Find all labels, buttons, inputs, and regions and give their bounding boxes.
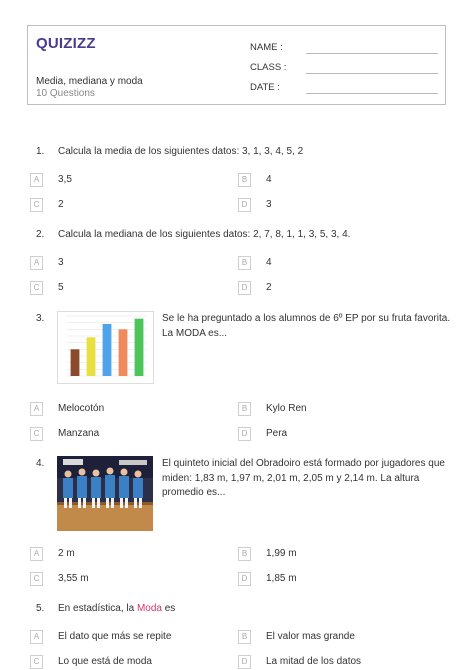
- question-text: Calcula la media de los siguientes datos: 3, 1, 3, 4, 5, 2: [58, 146, 304, 157]
- option-text: 1,99 m: [266, 548, 297, 559]
- option-letter: A: [30, 256, 43, 270]
- question-number: 3.: [36, 313, 45, 324]
- option-letter: D: [238, 572, 251, 586]
- option-letter: D: [238, 198, 251, 212]
- quizizz-logo: QUIZIZZ: [36, 35, 96, 52]
- question-text-line: miden: 1,83 m, 1,97 m, 2,01 m, 2,05 m y 2,14 m. La altura: [162, 472, 420, 484]
- option-text: 5: [58, 282, 64, 293]
- option-text: 3,55 m: [58, 573, 89, 584]
- worksheet-header: [27, 25, 446, 105]
- option-letter: D: [238, 655, 251, 669]
- worksheet-title: Media, mediana y moda: [36, 76, 143, 87]
- option-letter: A: [30, 402, 43, 416]
- option-letter: D: [238, 427, 251, 441]
- option-letter: B: [238, 173, 251, 187]
- option-text: 2: [266, 282, 272, 293]
- option-text: Melocotón: [58, 403, 105, 414]
- question-text-line: promedio es...: [162, 487, 226, 498]
- option-text: 4: [266, 257, 272, 268]
- option-letter: C: [30, 281, 43, 295]
- question-text-line: El quinteto inicial del Obradoiro está formado por jugadores que: [162, 458, 445, 469]
- chart-bar: [103, 324, 112, 376]
- name-line: [306, 53, 438, 54]
- class-line: [306, 73, 438, 74]
- option-text: Lo que está de moda: [58, 656, 152, 667]
- highlight-word: Moda: [136, 603, 162, 614]
- question-text-line: Se le ha preguntado a los alumnos de 6º EP por su fruta favorita.: [162, 313, 451, 324]
- question-number: 1.: [36, 146, 45, 157]
- option-text: Kylo Ren: [266, 403, 307, 414]
- question-number: 5.: [36, 603, 45, 614]
- option-letter: B: [238, 256, 251, 270]
- option-text: 3: [58, 257, 64, 268]
- option-text: 4: [266, 174, 272, 185]
- fruit-bar-chart: [57, 311, 154, 384]
- option-text: 2: [58, 199, 64, 210]
- option-letter: C: [30, 198, 43, 212]
- option-text: Manzana: [58, 428, 100, 439]
- option-text: La mitad de los datos: [266, 656, 362, 667]
- question-number: 4.: [36, 458, 45, 469]
- date-label: DATE :: [250, 82, 280, 93]
- option-letter: A: [30, 547, 43, 561]
- option-letter: B: [238, 402, 251, 416]
- name-field[interactable]: [250, 42, 440, 53]
- option-text: 3: [266, 199, 272, 210]
- question-text: [58, 603, 175, 614]
- name-label: NAME :: [250, 42, 283, 53]
- question-3-text: [162, 312, 450, 341]
- option-text: El valor mas grande: [266, 631, 355, 642]
- option-text: 3,5: [58, 174, 72, 185]
- chart-svg: [58, 312, 153, 383]
- option-letter: C: [30, 655, 43, 669]
- option-letter: D: [238, 281, 251, 295]
- basketball-team-photo: [57, 456, 153, 531]
- option-text: 2 m: [58, 548, 75, 559]
- class-field[interactable]: [250, 62, 440, 73]
- option-text: 1,85 m: [266, 573, 297, 584]
- question-number: 2.: [36, 229, 45, 240]
- chart-bars: [71, 319, 144, 376]
- team-photo-illustration: [57, 456, 153, 531]
- question-text-line: La MODA es...: [162, 327, 228, 339]
- option-text: El dato que más se repite: [58, 631, 172, 642]
- chart-bar: [119, 329, 128, 376]
- option-text: Pera: [266, 428, 288, 439]
- chart-bar: [135, 319, 144, 376]
- option-letter: C: [30, 572, 43, 586]
- option-letter: B: [238, 547, 251, 561]
- date-field[interactable]: [250, 82, 440, 93]
- option-letter: A: [30, 630, 43, 644]
- question-text: Calcula la mediana de los siguientes datos: 2, 7, 8, 1, 1, 3, 5, 3, 4.: [58, 229, 351, 240]
- question-4-text: [162, 457, 445, 501]
- question-text-before: En estadística, la: [58, 603, 137, 614]
- chart-bar: [87, 337, 96, 376]
- option-letter: B: [238, 630, 251, 644]
- question-text-after: es: [161, 603, 176, 614]
- option-letter: C: [30, 427, 43, 441]
- class-label: CLASS :: [250, 62, 287, 73]
- chart-bar: [71, 349, 80, 376]
- question-count: 10 Questions: [36, 88, 95, 99]
- date-line: [306, 93, 438, 94]
- option-letter: A: [30, 173, 43, 187]
